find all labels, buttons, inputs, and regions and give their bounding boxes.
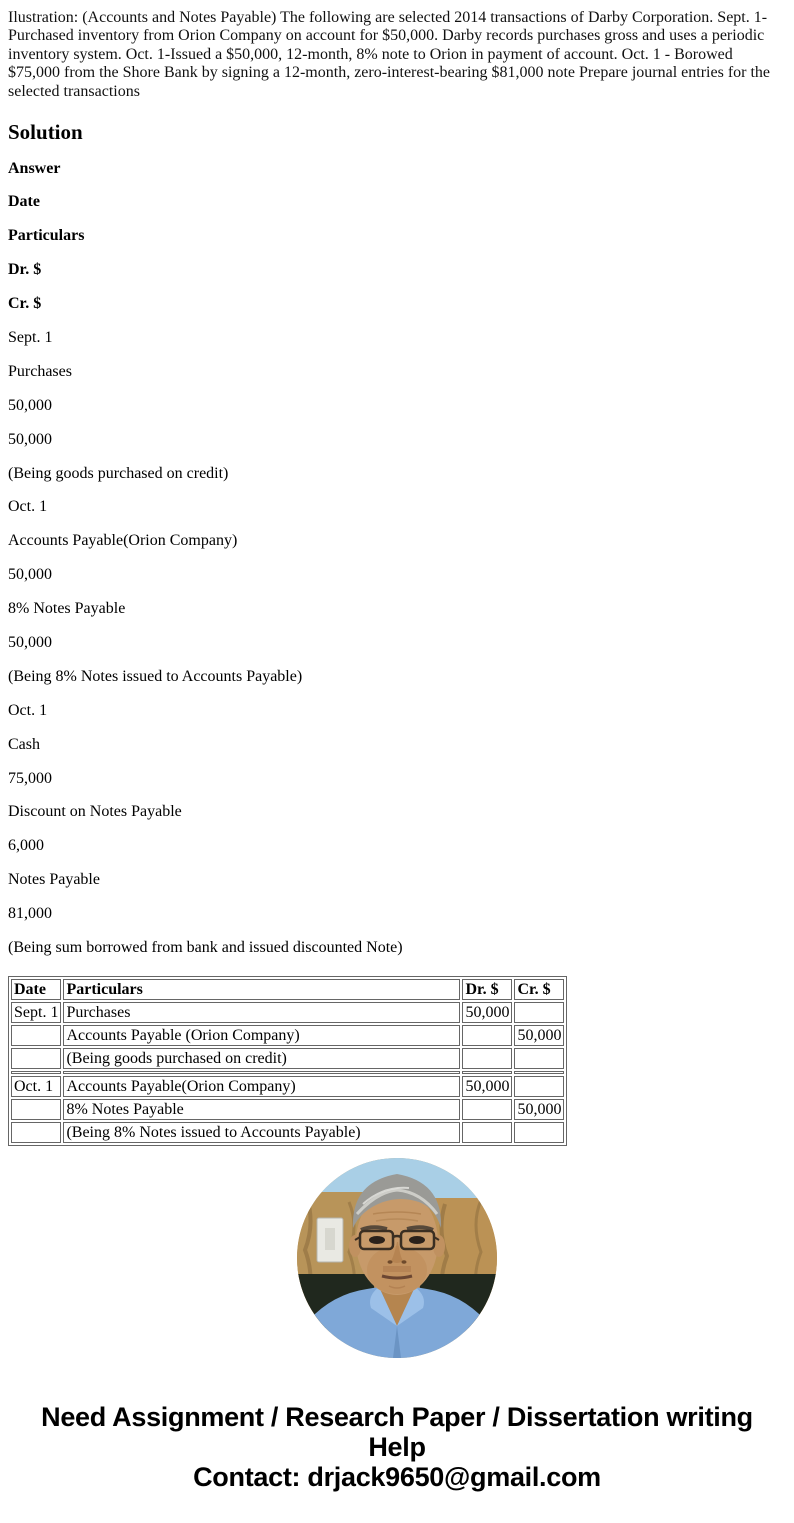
table-cell: 50,000	[514, 1099, 564, 1120]
journal-lines	[8, 329, 786, 957]
journal-line: Oct. 1	[8, 498, 48, 516]
table-header-cell: Particulars	[63, 979, 460, 1000]
table-cell	[11, 1025, 61, 1046]
journal-line: 50,000	[8, 396, 52, 414]
presenter-photo-graphic	[297, 1158, 497, 1358]
journal-line: 50,000	[8, 430, 52, 448]
table-cell: 8% Notes Payable	[63, 1099, 460, 1120]
illustration-paragraph: Ilustration: (Accounts and Notes Payable) The following are selected 2014 transactions of Darby Corporation. Sept. 1-Purchased inventory from Orion Company on account for $50,000. Darby records purchases gross and uses a periodic inventory system. Oct. 1-Issued a $50,000, 12-month, 8% note to Orion in payment of account. Oct. 1 - Borowed $75,000 from the Shore Bank by signing a 12-month, zero-interest-bearing $81,000 note Prepare journal entries for the selected transactions	[8, 9, 771, 100]
table-header-cell: Cr. $	[514, 979, 564, 1000]
presenter-photo	[297, 1158, 497, 1358]
journal-line: Cash	[8, 735, 40, 753]
table-cell	[514, 1071, 564, 1074]
table-header-cell: Dr. $	[462, 979, 512, 1000]
journal-line: (Being sum borrowed from bank and issued discounted Note)	[8, 939, 403, 957]
journal-line: Notes Payable	[8, 871, 100, 889]
answer-label: Answer	[8, 159, 61, 177]
table-cell	[514, 1002, 564, 1023]
table-cell: 50,000	[462, 1002, 512, 1023]
journal-line: 50,000	[8, 634, 52, 652]
table-cell: Accounts Payable (Orion Company)	[63, 1025, 460, 1046]
journal-line: 81,000	[8, 905, 52, 923]
journal-line: Discount on Notes Payable	[8, 803, 182, 821]
table-cell: Sept. 1	[11, 1002, 61, 1023]
table-row	[11, 1099, 564, 1120]
table-cell	[514, 1076, 564, 1097]
journal-line: Accounts Payable(Orion Company)	[8, 532, 238, 550]
table-cell	[11, 1122, 61, 1143]
table-row	[11, 1076, 564, 1097]
journal-line: (Being 8% Notes issued to Accounts Payable)	[8, 667, 303, 685]
journal-table	[8, 976, 567, 1146]
table-cell: (Being 8% Notes issued to Accounts Payable)	[63, 1122, 460, 1143]
answer-label: Cr. $	[8, 295, 42, 313]
footer-advert	[25, 1402, 770, 1516]
footer-help-text: Need Assignment / Research Paper / Dissertation writing Help	[41, 1402, 753, 1463]
answer-label: Dr. $	[8, 261, 42, 279]
journal-line: 75,000	[8, 769, 52, 787]
journal-line: Oct. 1	[8, 701, 48, 719]
journal-line: 8% Notes Payable	[8, 600, 126, 618]
table-cell	[462, 1099, 512, 1120]
journal-line: (Being goods purchased on credit)	[8, 464, 229, 482]
table-row	[11, 1122, 564, 1143]
journal-table-container	[8, 976, 568, 1142]
footer-contact-text: Contact: drjack9650@gmail.com	[193, 1462, 601, 1493]
journal-line: Purchases	[8, 362, 72, 380]
table-cell	[462, 1025, 512, 1046]
table-row	[11, 1048, 564, 1069]
answer-label: Particulars	[8, 227, 85, 245]
journal-line: Sept. 1	[8, 329, 53, 346]
table-cell: 50,000	[462, 1076, 512, 1097]
table-cell: (Being goods purchased on credit)	[63, 1048, 460, 1069]
table-cell	[514, 1048, 564, 1069]
answer-label: Date	[8, 193, 40, 211]
table-cell: Accounts Payable(Orion Company)	[63, 1076, 460, 1097]
table-cell	[462, 1122, 512, 1143]
journal-table-body	[11, 1002, 564, 1143]
solution-heading: Solution	[8, 119, 83, 144]
journal-line: 50,000	[8, 566, 52, 584]
table-cell: Oct. 1	[11, 1076, 61, 1097]
table-cell	[462, 1048, 512, 1069]
table-cell	[462, 1071, 512, 1074]
journal-table-header	[11, 979, 564, 1000]
journal-line: 6,000	[8, 837, 44, 855]
table-row	[11, 1002, 564, 1023]
table-cell	[11, 1071, 61, 1074]
table-cell	[63, 1071, 460, 1074]
table-header-cell: Date	[11, 979, 61, 1000]
table-spacer-row	[11, 1071, 564, 1074]
table-cell: Purchases	[63, 1002, 460, 1023]
table-header-row	[11, 979, 564, 1000]
table-cell	[514, 1122, 564, 1143]
table-cell	[11, 1048, 61, 1069]
table-row	[11, 1025, 564, 1046]
table-cell: 50,000	[514, 1025, 564, 1046]
table-cell	[11, 1099, 61, 1120]
answer-labels	[8, 160, 786, 314]
